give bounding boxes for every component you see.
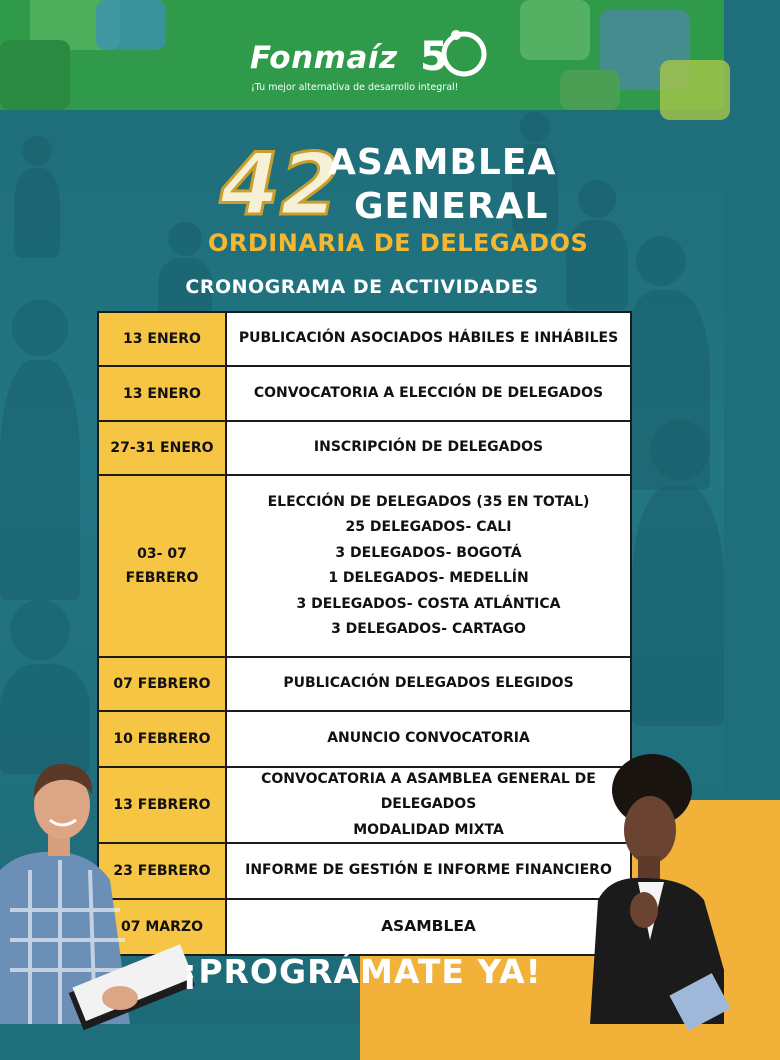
activity-line: CONVOCATORIA A ASAMBLEA GENERAL DE DELEGADOS [261, 770, 596, 813]
schedule-row [99, 658, 630, 712]
activity-line: PUBLICACIÓN ASOCIADOS HÁBILES E INHÁBILES [238, 330, 619, 347]
anniversary-50-logo-icon [418, 26, 488, 80]
schedule-activity [227, 367, 630, 420]
activity-line: 3 DELEGADOS- BOGOTÁ [335, 544, 522, 561]
schedule-row [99, 476, 630, 658]
schedule-subtitle: CRONOGRAMA DE ACTIVIDADES [185, 276, 539, 298]
schedule-activity [227, 712, 630, 766]
activity-line: ASAMBLEA [381, 917, 476, 936]
activity-line: PUBLICACIÓN DELEGADOS ELEGIDOS [283, 675, 574, 692]
activity-line: CONVOCATORIA A ELECCIÓN DE DELEGADOS [253, 384, 604, 401]
schedule-activity [227, 422, 630, 474]
puzzle-piece-icon [660, 60, 730, 120]
schedule-activity [227, 768, 630, 842]
svg-text:42: 42 [220, 135, 340, 235]
schedule-activity [227, 844, 630, 898]
schedule-date: 10 FEBRERO [99, 712, 227, 766]
title-line-3: ORDINARIA DE DELEGADOS [208, 229, 589, 257]
puzzle-piece-icon [0, 40, 70, 110]
svg-text:5: 5 [420, 34, 448, 80]
schedule-date: 13 FEBRERO [99, 768, 227, 842]
brand-name: Fonmaíz [250, 40, 398, 76]
activity-line: MODALIDAD MIXTA [353, 821, 504, 838]
activity-line: ELECCIÓN DE DELEGADOS (35 EN TOTAL) [267, 493, 590, 510]
schedule-date: 23 FEBRERO [99, 844, 227, 898]
activity-line: 1 DELEGADOS- MEDELLÍN [328, 570, 529, 586]
puzzle-piece-icon [520, 0, 590, 60]
activity-line: INSCRIPCIÓN DE DELEGADOS [313, 439, 544, 456]
title-line-2: GENERAL [354, 186, 549, 227]
schedule-date: 27-31 ENERO [99, 422, 227, 474]
schedule-date: 07 MARZO [99, 900, 227, 954]
tagline: ¡Tu mejor alternativa de desarrollo integral! [251, 82, 459, 93]
schedule-date: 13 ENERO [99, 367, 227, 420]
header-banner [0, 0, 724, 110]
schedule-date: 03- 07 FEBRERO [99, 476, 227, 656]
puzzle-piece-icon [96, 0, 166, 50]
schedule-row [99, 367, 630, 422]
schedule-activity [227, 658, 630, 710]
schedule-date: 07 FEBRERO [99, 658, 227, 710]
schedule-activity [227, 900, 630, 954]
schedule-date: 13 ENERO [99, 313, 227, 365]
schedule-row [99, 422, 630, 476]
puzzle-piece-icon [560, 70, 620, 110]
activity-line: 3 DELEGADOS- COSTA ATLÁNTICA [296, 595, 561, 612]
schedule-activity [227, 476, 630, 656]
call-to-action: ¡PROGRÁMATE YA! [182, 952, 542, 991]
title-line-1: ASAMBLEA [328, 142, 557, 183]
activity-line: 25 DELEGADOS- CALI [345, 519, 512, 535]
schedule-activity [227, 313, 630, 365]
number-42-graphic [214, 128, 340, 235]
activity-line: 3 DELEGADOS- CARTAGO [331, 621, 526, 637]
schedule-row [99, 313, 630, 367]
activity-line: ANUNCIO CONVOCATORIA [327, 730, 530, 747]
activity-line: INFORME DE GESTIÓN E INFORME FINANCIERO [245, 862, 612, 879]
